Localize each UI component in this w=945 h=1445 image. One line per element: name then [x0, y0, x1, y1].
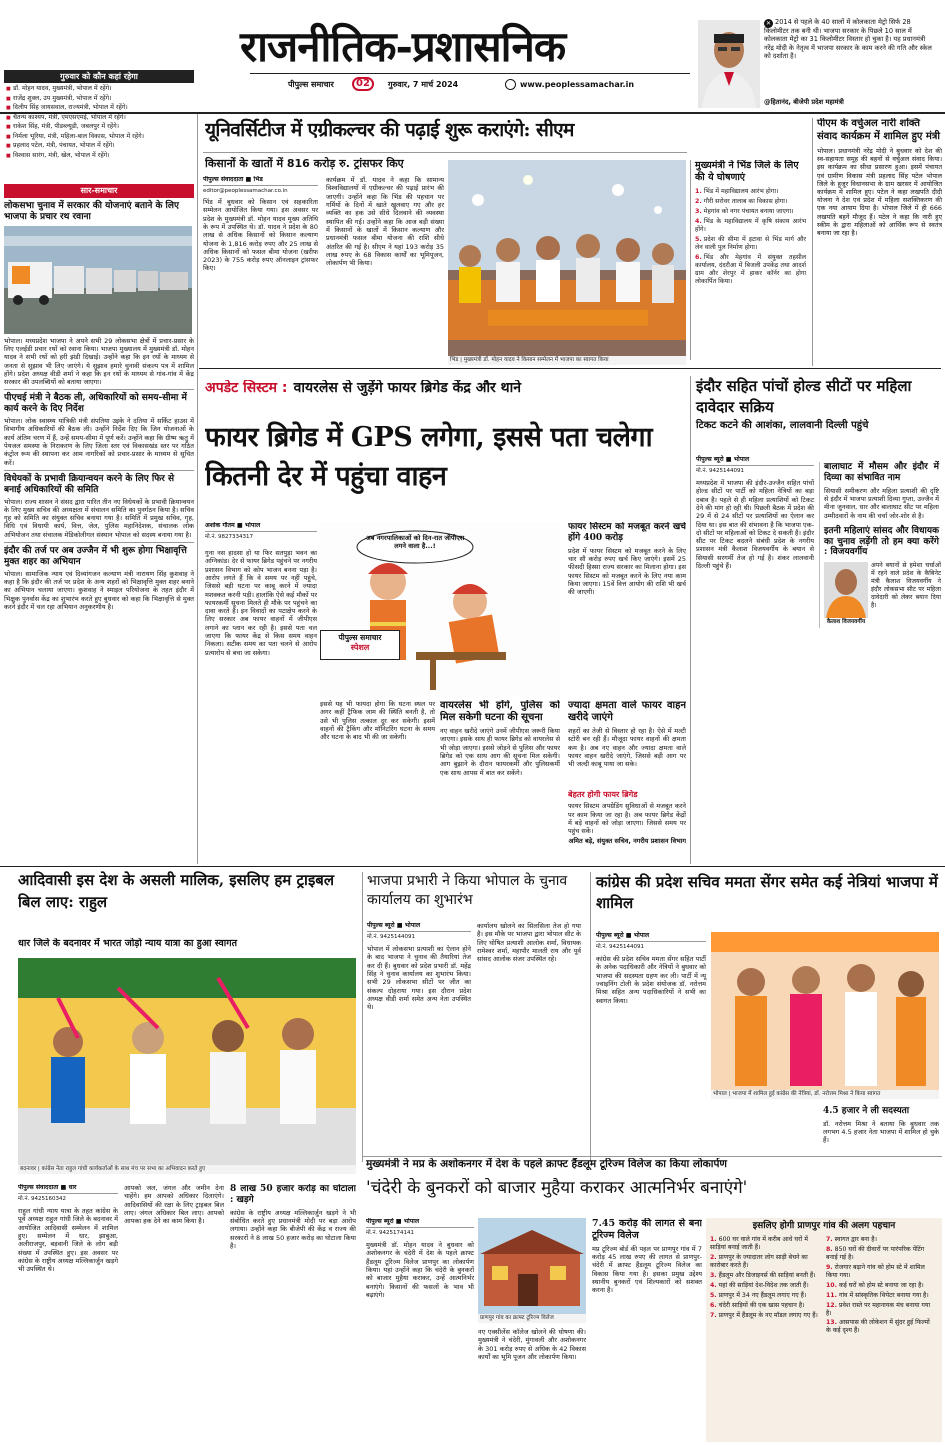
globe-icon	[505, 79, 516, 90]
lead-col2: कार्यक्रम में डॉ. यादव ने कहा कि सामान्य विश्वविद्यालयों में एग्रीकल्चर की पढ़ाई प्रारंभ की जाएगी। उन्होंने कहा कि भिंड की पहचान पर गर्मियों के दिनों में खाते खुलवाए गए और हर व्यक्ति का हक उसे सीधे दिलवाने की व्यवस्था स्थापित की गई। उन्होंने कहा कि आज बड़ी संख्या में किसानों के खातों में किसान कल्याण और प्रधानमंत्री फसल बीमा योजना की राशि सीधे अंतरित की गई है। सीएम ने यहां 193 करोड़ 35 लाख रुपए के 68 विकास कार्यों का भूमिपूजन, लोकार्पण भी किया।	[326, 176, 444, 268]
bjp-office-col1: भोपाल में लोकसभा प्रत्याशी का ऐलान होने के बाद भाजपा ने चुनाव की तैयारियां तेज कर दी हैं। बुधवार को प्रदेश प्रभारी डॉ. महेंद्र सिंह ने चुनाव कार्यालय का शुभारंभ किया। सभी 29 लोकसभा सीटों पर जीत का संकल्प दोहराया गया। इस दौरान प्रदेश अध्यक्ष वीडी शर्मा समेत अन्य नेता उपस्थित थे।	[367, 944, 471, 1012]
chanderi-body2: नए एक्सीलेंस कॉलेज खोलने की घोषणा की। मुख्यमंत्री ने चंदेरी, मुंगावली और अशोकनगर के 301 करोड़ रुपए से अधिक के 42 विकास कार्यों का भूमि पूजन और लोकार्पण किया।	[478, 1328, 586, 1361]
divider	[4, 389, 194, 390]
section-rule	[199, 368, 941, 369]
saar-section	[4, 184, 194, 848]
schedule-item: ■ प्रहलाद पटेल, मंत्री, पंचायत, भोपाल में रहेंगे।	[6, 142, 196, 150]
congress-join-headline: कांग्रेस की प्रदेश सचिव ममता सेंगर समेत कई नेत्रियां भाजपा में शामिल	[596, 873, 938, 912]
cm-box-item: 3. मेहगांव को नगर पंचायत बनाया जाएगा।	[695, 207, 794, 215]
congress-join-mobile: मो.नं. 9425144091	[596, 943, 645, 950]
date-line: गुरुवार, 7 मार्च 2024	[388, 80, 459, 89]
chanderi-list-item: 12. प्रवेश रास्ते पर महानायक मंच बनाया गया है।	[826, 1301, 931, 1317]
chanderi-list-item: 4. यहां की साड़ियां देश-विदेश तक जाती हैं।	[710, 1281, 809, 1289]
chanderi-list-item: 7. प्राणपुर में हैंडलूम के नए मॉडल लगाए गए हैं।	[710, 1311, 818, 1319]
chanderi-list-right	[826, 1236, 936, 1337]
lead-email[interactable]: editor@peoplessamachar.co.in	[203, 187, 288, 194]
fire-sub1-body: नए वाहन खरीदे जाएंगे उनमें जीपीएस जरूरी किया जाएगा। इसके साथ ही फायर ब्रिगेड को वायरलेस से भी जोड़ा जाएगा। इससे जोड़ने से पुलिस और फायर ब्रिगेड को एक साथ आग की सूचना मिल सकेगी। आग बुझाने के दौरान फायरकर्मी और पुलिसकर्मी एक साथ आपस में बात कर सकेंगे।	[440, 727, 560, 777]
rahul-col3-head: 8 लाख 50 हजार करोड़ का घोटाला : खड़गे	[230, 1184, 356, 1205]
indore-side-body: सियासी समीकरण और महिला प्रत्याशी की दृष्टि से इंदौर में भाजपा प्रत्याशी दिव्या गुप्ता, उज्जैन में मीना जुनवाल, धार और बालाघाट सीट पर महिला उम्मीदवारों के नाम की चर्चा जोर-शोर से है।	[824, 486, 939, 520]
chanderi-list-title: इसलिए होगी प्राणपुर गांव की अलग पहचान	[752, 1221, 896, 1231]
fire-side-sub: बेहतर होगी फायर ब्रिगेड	[568, 790, 638, 799]
rahul-mobile: मो.नं. 9425160342	[18, 1195, 67, 1202]
lead-photo-caption: भिंड | मुख्यमंत्री डॉ. मोहन यादव ने किसान सम्मेलन में भाजपा का स्वागत किया	[448, 356, 686, 365]
rahul-photo-caption: बदनावर | कांग्रेस नेता राहुल गांधी कार्यकर्ताओं के साथ मंच पर सभा का अभिवादन करते हुए	[18, 1165, 356, 1174]
fire-sub2-head: ज्यादा क्षमता वाले फायर वाहन खरीदे जाएंगे	[568, 700, 686, 723]
saar-headline-2: पीएचई मंत्री ने बैठक ली, अधिकारियों को समय-सीमा में कार्य करने के दिए निर्देश	[4, 393, 187, 415]
bjp-office-headline: भाजपा प्रभारी ने किया भोपाल के चुनाव कार्यालय का शुभारंभ	[367, 873, 568, 908]
fire-headline: फायर ब्रिगेड में GPS लगेगा, इससे पता चलेगा कितनी देर में पहुंचा वाहन	[205, 422, 653, 493]
rahul-col1	[18, 1184, 118, 1442]
rahul-photo	[18, 958, 356, 1165]
saar-body-3: भोपाल। राज्य शासन ने संसद द्वारा पारित तीन नए विधेयकों के प्रभावी क्रियान्वयन के लिए मुख्य सचिव की अध्यक्षता में संचालन समिति का पुनर्गठन किया है। सचिव गृह को समिति का संयुक्त सचिव बनाया गया है। समिति में प्रमुख सचिव, गृह, विधि एवं विधायी कार्य, वित्त, जेल, पुलिस महानिदेशक, संचालक लोक अभियोजन तथा संचालक मेडिकोलीगल संस्थान भोपाल को सदस्य बनाया गया है।	[4, 497, 194, 539]
chanderi-kicker: मुख्यमंत्री ने मप्र के अशोकनगर में देश के पहले क्राफ्ट हैंडलूम टूरिज्म विलेज का किया लोकार्पण	[366, 1158, 728, 1170]
divider	[4, 470, 194, 471]
rahul-body2: आपको जल, जंगल और जमीन देना चाहेंगे। हम आपको अधिकार दिलाएंगे। आदिवासियों की रक्षा के लिए ट्राइबल बिल लाए। जंगल अधिकार बिल लाए। आपको आपका हक देने का काम किया है।	[124, 1184, 224, 1226]
schedule-item: ■ विश्वास सारंग, मंत्री, खेल, भोपाल में रहेंगे।	[6, 152, 196, 160]
lead-col1: भिंड में बुधवार को किसान एवं सहकारिता सम्मेलन आयोजित किया गया। इस अवसर पर प्रदेश के मुख्यमंत्री डॉ. मोहन यादव मुख्य अतिथि के रूप में उपस्थित थे। डॉ. यादव ने प्रदेश के 80 लाख से अधिक किसानों को किसान कल्याण योजना के 1,816 करोड़ रुपए और 25 लाख से अधिक किसानों को फसल बीमा योजना (खरीफ 2023) के 755 करोड़ रुपए ऑनलाइन ट्रांसफर किए।	[203, 197, 318, 273]
chanderi-photo	[478, 1218, 586, 1314]
lead-photo	[448, 160, 686, 356]
fire-body2-col	[320, 700, 435, 860]
schedule-list	[6, 85, 196, 161]
cm-box-item: 5. प्रदेश की सीमा में इटावा से भिंड मार्ग और लेन वाली पुल निर्माण होगा।	[695, 235, 806, 252]
rahul-subhead: धार जिले के बदनावर में भारत जोड़ो न्याय यात्रा का हुआ स्वागत	[18, 938, 238, 949]
indore-quote-head: इतनी महिलाएं सांसद और विधायक का चुनाव लड़ेंगी तो हम क्या करेंगे : विजयवर्गीय	[824, 525, 939, 558]
schedule-item: ■ निर्मला भूरिया, मंत्री, महिला-बाल विकास, भोपाल में रहेंगे।	[6, 133, 196, 141]
pm-body: भोपाल। प्रधानमंत्री नरेंद्र मोदी ने बुधवार को देश की स्व-सहायता समूह की बहनों से वर्चुअल संवाद किया। इस कार्यक्रम का सीधा प्रसारण हुआ। इसमें पंचायत एवं ग्रामीण विकास मंत्री प्रहलाद सिंह पटेल भोपाल जिले के हुजूर विधानसभा के ग्राम खरसर में आयोजित कार्यक्रम में शामिल हुए। पटेल ने कहा लखपति दीदी योजना ने देश एवं प्रदेश में महिला सशक्तिकरण की एक नया आयाम दिया है। भोपाल जिले में ही 666 लखपति बहनें मौजूद हैं। पटेल ने कहा कि नारी हुए स्कीम के द्वारा महिलाओं को आर्थिक रूप से स्वतंत्र बनाया जा रहा है।	[817, 147, 942, 237]
cartoon-badge	[320, 630, 400, 660]
bjp-office-mobile: मो.नं. 9425144091	[367, 933, 416, 940]
lead-text-block	[203, 176, 445, 342]
indore-headline: इंदौर सहित पांचों होल्ड सीटों पर महिला दावेदार सक्रिय	[696, 377, 912, 416]
cm-box-item: 6. भिंड और मेहगांव में संयुक्त तहसील कार्यालय, दंदरौआ में बिजली उपकेंद्र तथा आदर्श ग्राम और शेरपुर में हाकर कॉर्नर का होगा लोकार्पित किया।	[695, 254, 806, 286]
chanderi-list-left	[710, 1236, 820, 1321]
fire-side-author: अमित बड़े, संयुक्त सचिव, नगरीय प्रशासन विभाग	[568, 837, 686, 846]
indore-subhead: टिकट कटने की आशंका, लालवानी दिल्ली पहुंचे	[696, 420, 869, 431]
chanderi-list-item: 7. स्वागत द्वार बना है।	[826, 1236, 877, 1243]
schedule-item: ■ दिलीप सिंह जायसवाल, राज्यमंत्री, भोपाल में रहेंगे।	[6, 104, 196, 112]
chanderi-list-item: 5. प्राणपुर में 34 नए हैंडलूम लगाए गए हैं।	[710, 1291, 807, 1299]
rahul-col3	[230, 1184, 356, 1442]
indore-quote-body: अपने बयानों से हमेशा चर्चाओं में रहने वाले प्रदेश के कैबिनेट मंत्री कैलाश विजयवर्गीय ने इंदौर लोकसभा सीट पर महिला दावेदारी को लेकर बयान दिया है।	[871, 562, 941, 609]
lead-headline: यूनिवर्सिटीज में एग्रीकल्चर की पढ़ाई शुरू कराएंगे: सीएम	[205, 119, 574, 141]
schedule-title: गुरुवार को कौन कहां रहेगा	[4, 70, 194, 83]
indore-side-head: बालाघाट में मौसम और इंदौर में दिव्या का संभावित नाम	[824, 462, 939, 483]
indore-story	[690, 376, 942, 864]
chanderi-mobile: मो.नं. 9425174141	[366, 1229, 415, 1236]
congress-join-body: कांग्रेस की प्रदेश सचिव ममता सेंगर सहित पार्टी के अनेक पदाधिकारी और नेत्रियों ने बुधवार को भाजपा की सदस्यता ग्रहण कर ली। पार्टी में न्यू ज्वाइनिंग टोली के प्रदेश संयोजक डॉ. नरोत्तम मिश्रा सहित अन्य पदाधिकारियों ने सभी का स्वागत किया।	[596, 954, 706, 1005]
chanderi-list-item: 3. हैंडलूम और डिजाइनर्स की साड़ियां बनती हैं।	[710, 1271, 816, 1279]
indore-body: मध्यप्रदेश में भाजपा की इंदौर-उज्जैन सहित पांचों होल्ड सीटों पर पार्टी को महिला नेत्रियों का बड़ा दबाव है। पहले से ही महिला प्रत्याशियों को टिकट देने की मांग हो रही थी। पिछली बैठक में प्रदेश की 29 में से 24 सीटों पर प्रत्याशियों का ऐलान कर दिया था। इस बात की संभावना है कि भाजपा एक-दो सीटों पर महिलाओं को टिकट दे सकती है। इंदौर सीट पर टिकट बदलने संबंधी प्रदेश के नगरीय प्रशासन मंत्री कैलाश विजयवर्गीय के बयान से सियासी सरगर्मी तेज हो गई है। शंकर लालवानी दिल्ली पहुंचे हैं।	[696, 478, 814, 571]
right-story-pm	[812, 118, 942, 366]
cartoon-tag: स्पेशल	[350, 642, 370, 652]
bjp-office-col2: कार्यालय खोलने का सिलसिला तेज हो गया है। इस मौके पर भाजपा द्वारा भोपाल सीट के लिए घोषित प्रत्याशी आलोक शर्मा, विधायक रामेश्वर शर्मा, महापौर मालती राय और पूर्व सांसद आलोक संजर उपस्थित रहे।	[477, 922, 581, 964]
lead-rule	[203, 152, 687, 153]
saar-headline-3: विधेयकों के प्रभावी क्रियान्वयन करने के लिए फिर से बनाई अधिकारियों की समिति	[4, 473, 175, 495]
congress-join-story	[590, 872, 942, 1162]
fire-side-body: प्रदेश में फायर सिस्टम को मजबूत करने के लिए चार सौ करोड़ रुपए खर्च किए जाएंगे। इसमें 25 फीसदी हिस्सा राज्य सरकार का मिलाना होगा। इस फायर सिस्टम को मजबूत करने के लिए नया काम किया जाएगा। 15वें वित्त आयोग की राशि भी खर्च की जाएगी।	[568, 546, 686, 597]
chanderi-headline: 'चंदेरी के बुनकरों को बाजार मुहैया कराकर आत्मनिर्भर बनाएंगे'	[366, 1178, 748, 1198]
pm-headline: पीएम के वर्चुअल नारी शक्ति संवाद कार्यक्रम में शामिल हुए मंत्री	[817, 118, 941, 142]
rahul-byline: पीपुल्स संवाददाता ■ धार	[18, 1184, 118, 1194]
column-rule	[197, 114, 198, 864]
vijayvargiya-name: कैलाश विजयवर्गीय	[826, 619, 866, 626]
fire-side-head: फायर सिस्टम को मजबूत करने खर्च होंगे 400 करोड़	[568, 522, 686, 543]
rahul-col2	[124, 1184, 224, 1442]
schedule-item: ■ राजेंद्र शुक्ल, उप मुख्यमंत्री, भोपाल में रहेंगे।	[6, 95, 196, 103]
chanderi-list-item: 8. 850 घरों की दीवारों पर पारंपरिक पेंटिंग बनाई गई है।	[826, 1245, 925, 1261]
divider	[4, 542, 194, 543]
congress-join-byline: पीपुल्स ब्यूरो ■ भोपाल	[596, 932, 706, 942]
schedule-item: ■ चैतन्य काश्यप, मंत्री, एमएसएमई, भोपाल में रहेंगे।	[6, 114, 196, 122]
chanderi-list-item: 13. आसपास की लोकेशन में सुंदर हुई फिल्मों के कई दृश्य हैं।	[826, 1319, 930, 1335]
cm-box-list	[695, 188, 806, 287]
section-title: राजनीतिक-प्रशासनिक	[240, 22, 566, 71]
fire-kicker-label: अपडेट सिस्टम :	[205, 380, 288, 396]
schedule-item: ■ डॉ. मोहन यादव, मुख्यमंत्री, भोपाल में रहेंगे।	[6, 85, 196, 93]
fire-body: गुना नस हादसा हो या फिर सतपुड़ा भवन का अग्निकांड। देर से फायर ब्रिगेड पहुंचने पर नगरीय प्रशासन विभाग को कोप भाजन बनना पड़ा है। आरोप लगते हैं कि वे समय पर नहीं पहुंचे, जिससे बड़ी घटना पर काबू करने में ज्यादा मशक्कत करनी पड़ी। हालांकि ऐसे कई मौकों पर फायरकर्मी सूचना मिलते ही मौके पर पहुंचने का दावा करते हैं। इन विवादों का पटाक्षेप करने के लिए सरकार अब फायर वाहनों में जीपीएस लगाने का प्लान कर रही है। इससे पता चल जाएगा कि फायर केंद्र से किस समय वाहन निकला। सटीक समय का पता चलने से आरोप प्रत्यारोप से बचा जा सकेगा।	[205, 548, 317, 657]
cm-box-title: मुख्यमंत्री ने भिंड जिले के लिए की ये घोषणाएं	[695, 160, 799, 183]
chanderi-list-item: 1. 600 घर वाले गांव में करीब आधे घरों में साड़ियां बनाई जाती हैं।	[710, 1236, 808, 1251]
quote-text: 2014 से पहले के 40 सालों में कोलकाता मेट्रो सिर्फ 28 किलोमीटर तक बनी थी। भाजपा सरकार के पिछले 10 साल में कोलकाता मेट्रो का 31 किलोमीटर विस्तार हो चुका है। यह प्रधानमंत्री नरेंद्र मोदी के नेतृत्व में भाजपा सरकार के काम करने की गति और स्केल को दर्शाता है।	[764, 18, 932, 61]
fire-side-quote: फायर सिस्टम अपग्रेडिंग सुविधाओं से मजबूत करने पर काम किया जा रहा है। अब फायर ब्रिगेड केंद्रों में बड़े वाहनों को जोड़ा जाएगा। जिससे समय पर पहुंच सकें।	[568, 802, 686, 836]
rahul-body1: राहुल गांधी न्याय यात्रा के तहत कांग्रेस के पूर्व अध्यक्ष राहुल गांधी जिले के बदनावर में आयोजित आदिवासी सम्मेलन में शामिल हुए। सम्मेलन में धार, झाबुआ, अलीराजपुर, बड़वानी जिले के लोग बड़ी संख्या में उपस्थित हुए। इस अवसर पर कांग्रेस के राष्ट्रीय अध्यक्ष मल्लिकार्जुन खड़गे भी उपस्थित थे।	[18, 1206, 118, 1274]
schedule-item: ■ राकेश सिंह, मंत्री, पीडब्ल्यूडी, जबलपुर में रहेंगे।	[6, 123, 196, 131]
section-rule	[0, 866, 945, 867]
saar-body-2: भोपाल। लोक स्वास्थ्य यांत्रिकी मंत्री संपतिया उइके ने दतिया में सर्किट हाउस में विभागीय अधिकारियों की बैठक ली। उन्होंने निर्देश दिए कि जिन योजनाओं के कार्य अंतिम चरण में हैं, उन्हें समय-सीमा में पूर्ण करें। उन्होंने कहा कि ग्रीष्म ऋतु में पेयजल समस्या के निराकरण के लिए जिला स्तर एवं विकासखंड स्तर पर गठित कंट्रोल रूम की स्थापना कर आम नागरिकों को प्रचार-प्रसार के माध्यम से सूचित करें।	[4, 417, 194, 467]
cm-announcement-box	[690, 160, 806, 360]
fire-kicker	[205, 380, 685, 398]
schedule-box	[4, 2, 199, 180]
page-number: 02	[352, 77, 374, 91]
rahul-headline: आदिवासी इस देश के असली मालिक, इसलिए हम ट्राइबल बिल लाए: राहुल	[18, 871, 335, 911]
fire-side	[568, 522, 686, 697]
chanderi-list-item: 11. गांव में सांस्कृतिक थियेटर बनाया गया है।	[826, 1291, 929, 1299]
fire-mobile: मो.नं. 9827334317	[205, 533, 254, 540]
quote-box	[696, 14, 940, 112]
cm-box-item: 4. भिंड के महाविद्यालय में कृषि संकाय आरंभ होंगे।	[695, 217, 806, 233]
paper-name: पीपुल्स समाचार	[288, 80, 334, 89]
chanderi-list-box	[706, 1218, 942, 1442]
website[interactable]: www.peoplessamachar.in	[520, 80, 635, 89]
chanderi-list-item: 9. रोजगार बढ़ाने गांव को होम स्टे में शामिल किया गया।	[826, 1263, 925, 1279]
chanderi-col1	[366, 1218, 474, 1442]
chanderi-mid-head: 7.45 करोड़ की लागत से बना टूरिज्म विलेज	[592, 1218, 702, 1241]
fire-sub1-head: वायरलेस भी होंगे, पुलिस को मिल सकेगी घटना की सूचना	[440, 700, 560, 723]
chanderi-list-item: 10. कई घरों को होम स्टे बनाया जा रहा है।	[826, 1281, 924, 1289]
fire-kicker-text: वायरलेस से जुड़ेंगे फायर ब्रिगेड केंद्र और थाने	[293, 380, 521, 396]
saar-title: सार-समाचार	[4, 184, 194, 198]
saar-photo-rath	[4, 226, 192, 334]
saar-headline-4: इंदौर की तर्ज पर अब उज्जैन में भी शुरू होगा भिक्षावृत्ति मुक्त शहर का अभियान	[4, 546, 187, 567]
fire-body-col	[205, 522, 317, 862]
section-rule	[362, 1156, 942, 1157]
saar-headline-1: लोकसभा चुनाव में सरकार की योजनाएं बताने के लिए भाजपा के प्रचार रथ रवाना	[4, 201, 179, 222]
quote-portrait	[698, 20, 760, 108]
chanderi-byline: पीपुल्स ब्यूरो ■ भोपाल	[366, 1218, 474, 1228]
cm-box-item: 2. गौरी सरोवर तालाब का विकास होगा।	[695, 197, 788, 205]
chanderi-photo-caption: प्राणपुर गांव का क्राफ्ट टूरिज्म विलेज	[478, 1314, 586, 1323]
fire-sub1	[440, 700, 560, 860]
chanderi-list-item: 2. प्राणपुर के ज्यादातर लोग साड़ी बेचने का कारोबार करते हैं।	[710, 1253, 808, 1269]
chanderi-mid	[592, 1218, 702, 1442]
cartoon-label: पीपुल्स समाचार	[338, 633, 382, 642]
masthead-rule	[250, 73, 690, 74]
chanderi-mid-body: मप्र टूरिज्म बोर्ड की पहल पर प्राणपुर गांव में 7 करोड़ 45 लाख रुपए की लागत से प्राणपुर-चंदेरी में क्राफ्ट हैंडलूम टूरिज्म विलेज का विकास किया गया है। इसका प्रमुख उद्देश्य स्थानीय बुनकरों एवं शिल्पकारों को सशक्त करना है।	[592, 1244, 702, 1295]
lead-subhead: किसानों के खातों में 816 करोड़ रु. ट्रांसफर किए	[205, 157, 404, 170]
fire-byline: अशोक गौतम ■ भोपाल	[205, 522, 317, 532]
chanderi-col2	[478, 1328, 586, 1442]
bjp-office-story	[362, 872, 584, 1162]
rahul-body3: कांग्रेस के राष्ट्रीय अध्यक्ष मल्लिकार्जुन खड़गे ने भी संबोधित करते हुए प्रधानमंत्री मोदी पर बड़ा आरोप लगाया। उन्होंने कहा कि बीजेपी की केंद्र व राज्य की सरकारों ने 8 लाख 50 हजार करोड़ का घोटाला किया है।	[230, 1208, 356, 1250]
quote-author: @हितानंद, बीजेपी प्रदेश महामंत्री	[764, 98, 844, 106]
lead-byline: पीपुल्स संवाददाता ■ भिंड	[203, 176, 318, 186]
bjp-office-byline: पीपुल्स ब्यूरो ■ भोपाल	[367, 922, 471, 932]
indore-mobile: मो.नं. 9425144091	[696, 467, 745, 474]
chanderi-list-item: 6. चंदेरी साड़ियों की एक खास पहचान है।	[710, 1301, 805, 1309]
chanderi-body1: मुख्यमंत्री डॉ. मोहन यादव ने बुधवार को अशोकनगर के चंदेरी में देश के पहले क्राफ्ट हैंडलूम टूरिज्म विलेज प्राणपुर का लोकार्पण किया। यहां उन्होंने कहा कि चंदेरी के बुनकरों को बाजार मुहैया कराकर, उन्हें आत्मनिर्भर बनाएंगे। किसानों की फसलों के भाव भी बढ़ाएंगे।	[366, 1240, 474, 1299]
vijayvargiya-portrait	[824, 562, 868, 618]
fire-sub2-body: शहरों का तेजी से विस्तार हो रहा है। ऐसे में मल्टी स्टोरी बन रही हैं। मौजूदा फायर वाहनों की क्षमता कम है। अब नए वाहन और ज्यादा क्षमता वाले फायर वाहन खरीदे जाएंगे, जिससे बड़ी आग पर भी जल्दी काबू पाया जा सके।	[568, 727, 686, 769]
fire-body2: इससे यह भी फायदा होगा कि घटना स्थल पर अगर कहीं ट्रैफिक जाम की स्थिति बनती है, तो उसे भी पुलिस तत्काल दूर कर सकेगी। इसमें वाहनों की ट्रैकिंग और मॉनिटरिंग घटना के समय और घटना के बाद भी की जा सकेगी।	[320, 700, 435, 742]
congress-join-sub-head: 4.5 हजार ने ली सदस्यता	[823, 1106, 910, 1116]
fire-quote-box	[568, 790, 686, 862]
congress-join-sub-body: डॉ. नरोत्तम मिश्रा ने बताया कि बुधवार तक लगभग 4.5 हजार नेता भाजपा में शामिल हो चुके हैं।	[823, 1119, 939, 1145]
x-logo-icon: ✕	[765, 20, 772, 27]
congress-join-photo	[711, 932, 939, 1090]
indore-byline: पीपुल्स ब्यूरो ■ भोपाल	[696, 456, 814, 466]
cartoon-speech: अब नगरपालिकाओं को दिन-रात जीपीएस लगने वाला है...!	[365, 534, 465, 551]
cm-box-item: 1. भिंड में महाविद्यालय आरंभ होगा।	[695, 187, 779, 195]
saar-body-4: भोपाल। सामाजिक न्याय एवं दिव्यांगजन कल्याण मंत्री नारायण सिंह कुशवाह ने कहा है कि इंदौर की तर्ज पर प्रदेश के अन्य शहरों को भिक्षावृत्ति मुक्त शहर बनाने का अभियान चलाया जाएगा। कुशवाह ने स्माइल परियोजना के तहत इंदौर में भिक्षुक पुनर्वास केंद्र का शुभारंभ करते हुए बुधवार को कहा कि भिक्षावृत्ति से मुक्त करने इंदौर में चल रहा अभियान अनुकरणीय है।	[4, 569, 194, 611]
saar-body-1: भोपाल। मध्यप्रदेश भाजपा ने अपने सभी 29 लोकसभा क्षेत्रों में प्रचार-प्रसार के लिए एलईडी प्रचार रथों को रवाना किया। भाजपा मुख्यालय में मुख्यमंत्री डॉ. मोहन यादव ने सभी रथों को हरी झंडी दिखाई। उन्होंने कहा कि इन रथों के माध्यम से जनता से सुझाव भी लिए जाएंगे। ये सुझाव हमारे चुनावी संकल्प पत्र में शामिल होंगे। प्रदेश अध्यक्ष वीडी शर्मा ने कहा कि इन रथों के माध्यम से गांव-गांव में केंद्र सरकार की उपलब्धियों को बताया जाएगा।	[4, 336, 194, 387]
congress-join-caption: भोपाल | भाजपा में शामिल हुई कांग्रेस की नेत्रियां, डॉ. नरोत्तम मिश्रा ने किया स्वागत	[711, 1090, 939, 1099]
